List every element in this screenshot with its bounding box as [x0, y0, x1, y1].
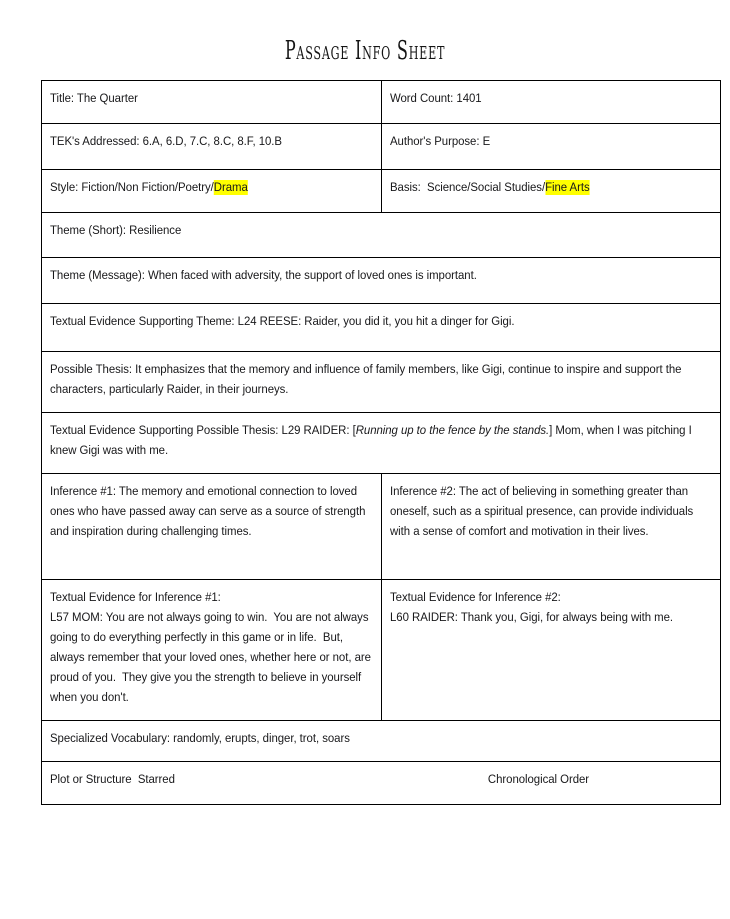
- title-text: Title: The Quarter: [50, 91, 138, 105]
- table-row-style-basis: [42, 170, 721, 213]
- table-row-inference-evidence: [42, 580, 721, 721]
- possible-thesis-text: Possible Thesis: It emphasizes that the memory and influence of family members, like Gigi, continue to inspire and support the characters, particularly Raider, in their journeys.: [50, 362, 682, 397]
- cell-textual-evidence-thesis: [42, 413, 721, 474]
- plot-structure-left-text: Plot or Structure Starred: [50, 772, 175, 786]
- evidence-inference-2-quote: L60 RAIDER: Thank you, Gigi, for always being with me.: [390, 610, 674, 625]
- plot-structure-line: [50, 769, 713, 789]
- table-row-specialized-vocabulary: [42, 721, 721, 762]
- inference-2-text: Inference #2: The act of believing in something greater than oneself, such as a spiritual presence, can provide individuals with a sense of comfort and motivation in their lives.: [390, 484, 694, 539]
- table-row-theme-short: [42, 213, 721, 258]
- evidence-inference-2-heading: Textual Evidence for Inference #2:: [390, 590, 561, 604]
- textual-evidence-theme-text: Textual Evidence Supporting Theme: L24 REESE: Raider, you did it, you hit a dinger for Gigi.: [50, 314, 515, 328]
- cell-word-count: [382, 81, 721, 124]
- cell-theme-short: [42, 213, 721, 258]
- evidence-inference-2-block: [390, 587, 713, 627]
- evidence-inference-1-heading: Textual Evidence for Inference #1:: [50, 590, 221, 604]
- table-row-evidence-thesis: [42, 413, 721, 474]
- cell-evidence-inference-1: [42, 580, 382, 721]
- evidence-thesis-suffix: ] Mom, when I was pitching I knew Gigi was with me.: [50, 423, 692, 458]
- inference-1-text: Inference #1: The memory and emotional connection to loved ones who have passed away can serve as a source of strength and inspiration during challenging times.: [50, 484, 366, 539]
- cell-style: [42, 170, 382, 213]
- theme-message-text: Theme (Message): When faced with adversity, the support of loved ones is important.: [50, 268, 477, 282]
- cell-plot-structure: [42, 762, 721, 805]
- passage-info-table: [41, 80, 721, 805]
- textual-evidence-thesis-line: [50, 420, 713, 460]
- table-row-evidence-theme: [42, 304, 721, 352]
- basis-prefix-text: Basis: Science/Social Studies/: [390, 180, 546, 194]
- style-prefix-text: Style: Fiction/Non Fiction/Poetry/: [50, 180, 214, 194]
- plot-structure-right-text: Chronological Order: [487, 772, 590, 786]
- cell-title: [42, 81, 382, 124]
- table-row-plot-structure: [42, 762, 721, 805]
- page-title: Passage Info Sheet: [284, 36, 446, 66]
- cell-specialized-vocabulary: [42, 721, 721, 762]
- evidence-inference-1-quote: L57 MOM: You are not always going to win. You are not always going to do everything perfectly in this game or in life. But, always remember that your loved ones, whether here or not, are proud of you. They give you the strength to believe in yourself when you don't.: [50, 610, 375, 705]
- cell-inference-1: [42, 474, 382, 580]
- evidence-thesis-prefix: Textual Evidence Supporting Possible Thesis: L29 RAIDER: [: [50, 423, 356, 437]
- cell-evidence-inference-2: [382, 580, 721, 721]
- word-count-text: Word Count: 1401: [390, 91, 482, 105]
- authors-purpose-text: Author's Purpose: E: [390, 134, 491, 148]
- cell-theme-message: [42, 258, 721, 304]
- cell-possible-thesis: [42, 352, 721, 413]
- basis-line: [390, 177, 713, 197]
- cell-authors-purpose: [382, 124, 721, 170]
- theme-short-text: Theme (Short): Resilience: [50, 223, 182, 237]
- plot-structure-row: [50, 769, 713, 789]
- cell-textual-evidence-theme: [42, 304, 721, 352]
- cell-teks-addressed: [42, 124, 382, 170]
- cell-basis: [382, 170, 721, 213]
- evidence-thesis-stage-direction: Running up to the fence by the stands.: [355, 423, 550, 437]
- table-row-title-wordcount: [42, 81, 721, 124]
- specialized-vocabulary-text: Specialized Vocabulary: randomly, erupts, dinger, trot, soars: [50, 731, 350, 745]
- cell-inference-2: [382, 474, 721, 580]
- evidence-inference-1-block: [50, 587, 374, 708]
- table-row-theme-message: [42, 258, 721, 304]
- table-row-possible-thesis: [42, 352, 721, 413]
- basis-selected-highlight: Fine Arts: [545, 180, 590, 194]
- style-line: [50, 177, 374, 197]
- table-row-inferences: [42, 474, 721, 580]
- style-selected-highlight: Drama: [213, 180, 248, 194]
- teks-text: TEK's Addressed: 6.A, 6.D, 7.C, 8.C, 8.F, 10.B: [50, 134, 282, 148]
- table-row-teks-purpose: [42, 124, 721, 170]
